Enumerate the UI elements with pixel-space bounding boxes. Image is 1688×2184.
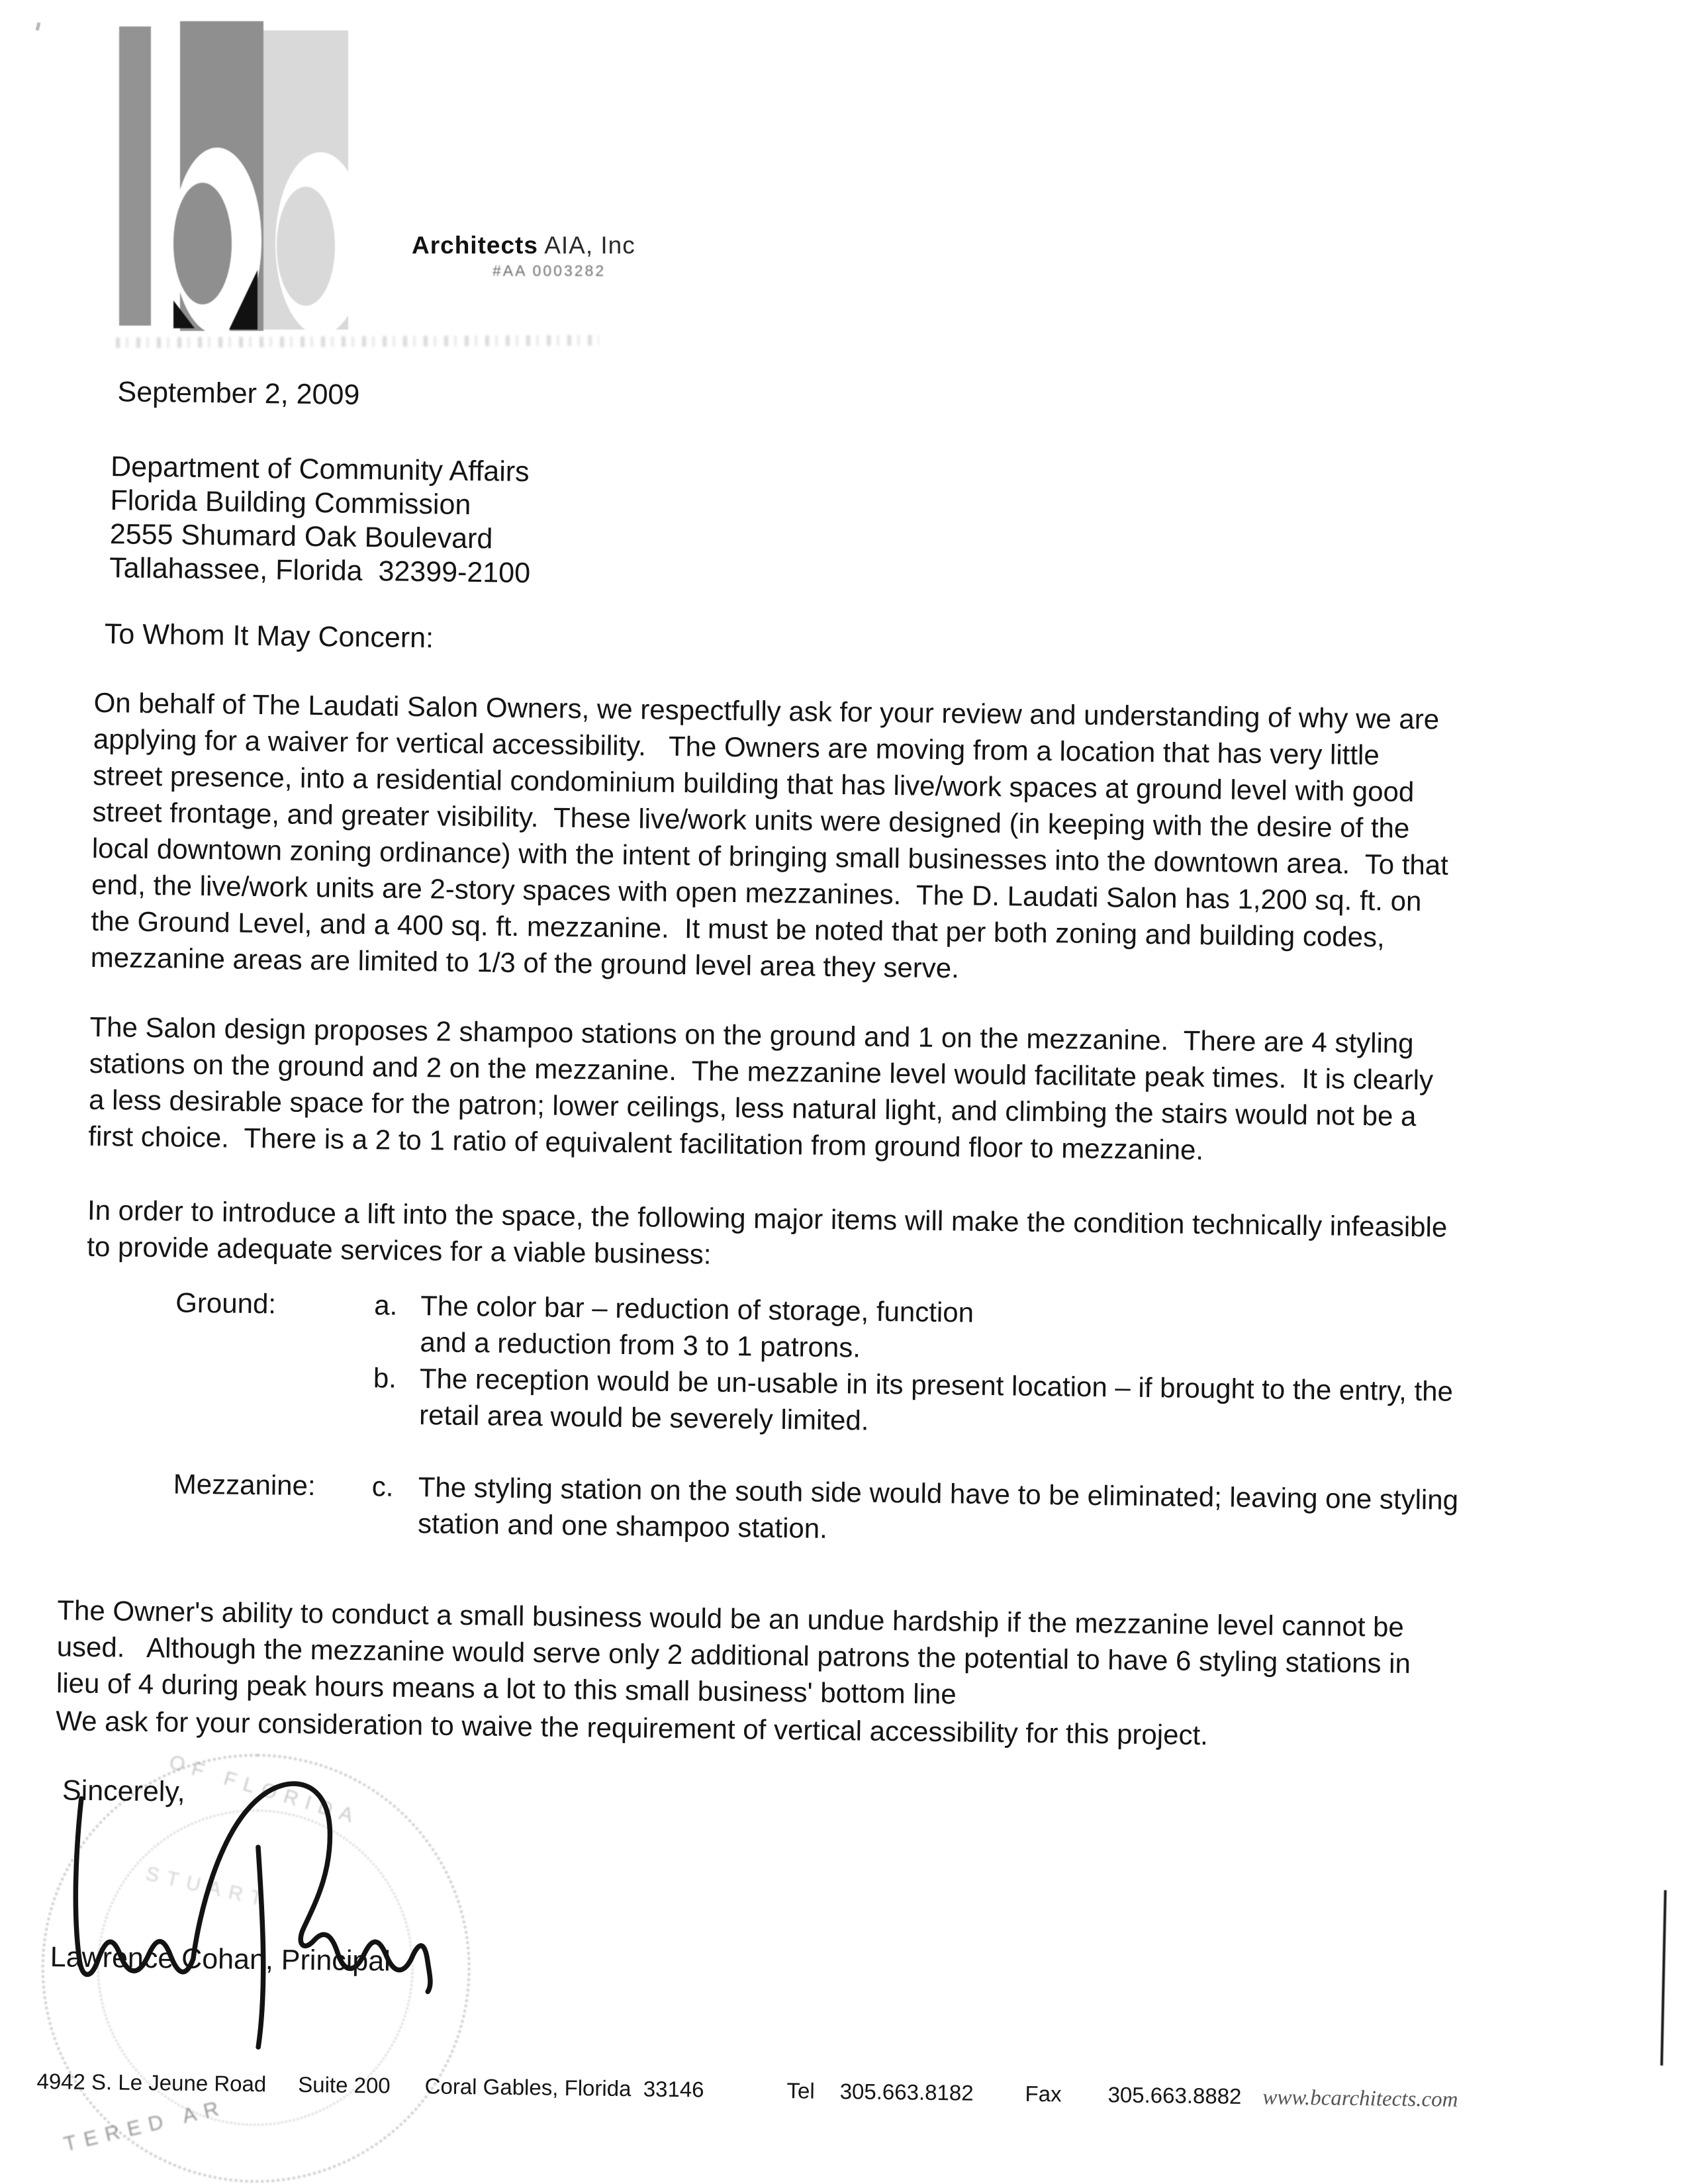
paragraph-1: On behalf of The Laudati Salon Owners, we respectfully ask for your review and understanding of why we are applying for a waiver for vertical accessibility. The Owners are moving from a location that has very little street presence, into a residential condominium building that has live/work spaces at ground level with good street frontage, and greater visibility. These live/work units were designed (in keeping with the desire of the local downtown zoning ordinance) with the intent of bringing small businesses into the downtown area. To that end, the live/work units are 2-story spaces with open mezzanines. The D. Laudati Salon has 1,200 sq. ft. on the Ground Level, and a 400 sq. ft. mezzanine. It must be noted that per both zoning and building codes, mezzanine areas are limited to 1/3 of the ground level area they serve. [90,686,1449,984]
recipient-line: Tallahassee, Florida 32399-2100 [109,552,531,590]
salutation: To Whom It May Concern: [104,618,434,655]
closing-paragraphs [56,1592,1633,1758]
item-b-text: The reception would be un-usable in its present location – if brought to the entry, the retail area would be severely limited. [418,1363,1454,1436]
letter-body [83,684,1663,1557]
footer-city-state-zip: Coral Gables, Florida 33146 [424,2073,704,2102]
paragraph-5: We ask for your consideration to waive the requirement of vertical accessibility for this project. [56,1705,1209,1751]
handwritten-signature [57,1760,471,2063]
paragraph-3: In order to introduce a lift into the space, the following major items will make the condition technically infeasible to provide adequate services for a viable business: [87,1194,1448,1270]
footer-tel-number: 305.663.8182 [839,2079,974,2105]
recipient-line: Florida Building Commission [110,484,471,521]
item-b-marker: b. [373,1362,397,1394]
mezzanine-label: Mezzanine: [173,1468,316,1502]
firm-license-number: #AA 0003282 [492,262,606,279]
signoff: Sincerely, [62,1774,185,1808]
seal-text-fragment: OF FLORIDA [166,1751,363,1829]
condition-list [83,1283,1656,1557]
paragraph-4: The Owner's ability to conduct a small business would be an undue hardship if the mezzanine level cannot be used. Although the mezzanine would serve only 2 additional patrons the potential to have 6 styling stations in lieu of 4 during peak hours means a lot to this small business' bottom line [56,1594,1411,1710]
recipient-line: Department of Community Affairs [110,451,530,488]
recipient-line: 2555 Shumard Oak Boulevard [109,518,493,555]
signer-name: Lawrence Cohan, Principal [50,1941,391,1978]
recipient-address-block [109,450,532,590]
item-c-text: The styling station on the south side would have to be eliminated; leaving one styling station and one shampoo station. [417,1471,1459,1544]
firm-name-bold: Architects [412,232,538,259]
list-row-mezzanine [83,1465,1653,1557]
item-a-text: The color bar – reduction of storage, function and a reduction from 3 to 1 patrons. [420,1290,974,1363]
paragraph-2: The Salon design proposes 2 shampoo stations on the ground and 1 on the mezzanine. There are 4 styling stations on the ground and 2 on the mezzanine. The mezzanine level would facilitate peak times. It is clearly a less desirable space for the patron; lower ceilings, less natural light, and climbing the stairs would not be a first choice. There is a 2 to 1 ratio of equivalent facilitation from ground floor to mezzanine. [88,1011,1434,1165]
spacer [174,1357,373,1432]
letter-date: September 2, 2009 [117,376,360,411]
ground-label: Ground: [175,1287,277,1320]
footer-fax-label: Fax [1025,2081,1062,2107]
footer-street-address: 4942 S. Le Jeune Road [36,2068,267,2097]
footer-suite: Suite 200 [298,2071,391,2098]
seal-text-fragment: TERED AR [61,2095,229,2156]
footer-fax-number: 305.663.8882 [1107,2082,1242,2109]
item-a-marker: a. [373,1289,398,1321]
item-c-marker: c. [371,1471,394,1502]
footer-website: www.bcarchitects.com [1262,2085,1458,2112]
seal-text-fragment: STUART [144,1862,273,1912]
firm-name-suffix: AIA, Inc [538,232,635,259]
footer-tel-label: Tel [786,2078,815,2103]
